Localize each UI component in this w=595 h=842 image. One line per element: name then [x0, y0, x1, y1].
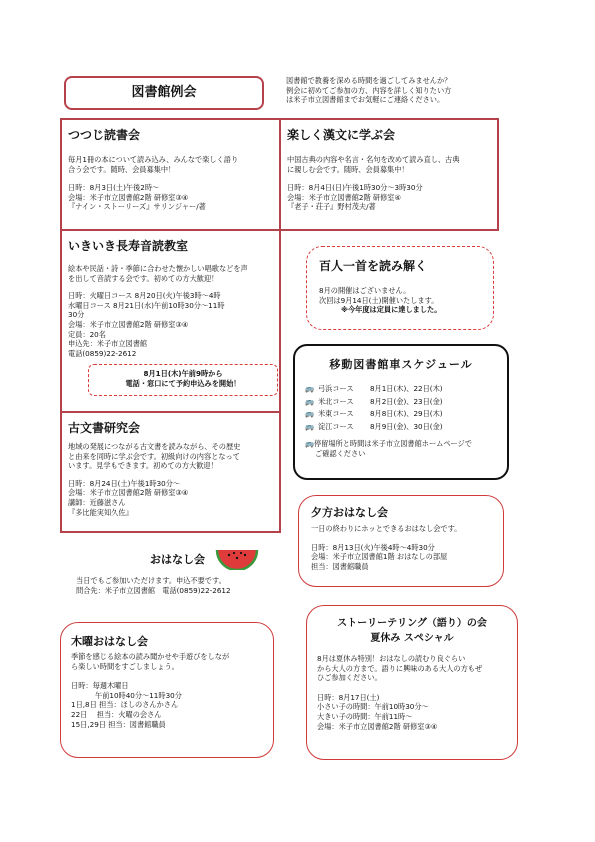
section-title: いきいき長寿音読教室	[68, 239, 189, 253]
event-venue: 会場：米子市立図書館2階 研修室③④	[68, 488, 189, 498]
bus-icon: 🚌	[305, 439, 314, 449]
event-venue: 会場：米子市立図書館2階 研修室③④	[68, 319, 189, 329]
note-line: 停留場所と時間は米子市立図書館ホームページで	[313, 439, 472, 449]
event-date: 水曜日コース 8月21日(水)午前10時30分～11時	[68, 300, 225, 310]
event-date: 日時：8月3日(土)午後2時～	[68, 183, 160, 193]
mobile-library-section	[293, 344, 509, 480]
event-date: 日時：火曜日コース 8月20日(火)午後3時～4時	[68, 291, 221, 301]
course-dates: 8月2日(金)、23日(金)	[369, 396, 443, 406]
bus-icon: 🚌	[305, 409, 314, 419]
event-venue: 会場：米子市立図書館2階 研修室③④	[68, 192, 189, 202]
schedule-row	[305, 409, 497, 419]
info-line: 問合先：米子市立図書館 電話(0859)22-2612	[76, 585, 231, 595]
course-name: 弓浜コース	[317, 384, 354, 393]
intro-text	[286, 76, 586, 105]
bus-icon: 🚌	[305, 396, 314, 406]
section-desc: 毎月1冊の本について読み込み、みんなで楽しく語り	[68, 155, 239, 164]
course-name: 米東コース	[317, 409, 354, 419]
schedule-row	[305, 397, 497, 407]
event-venue: 会場：米子市立図書館2階 研修室③④	[317, 721, 438, 731]
event-venue: 会場：米子市立図書館1階 おはなしの部屋	[311, 552, 448, 562]
thursday-story-section	[60, 622, 274, 758]
section-desc: ら楽しい時間をすごしましょう。	[71, 661, 179, 671]
event-time: 小さい子の時間：午前10時30分～	[317, 702, 429, 712]
note-line: ご確認ください	[315, 448, 366, 458]
bus-icon: 🚌	[305, 421, 314, 431]
evening-story-section	[298, 495, 504, 587]
event-book: 『ナイン・ストーリーズ』サリンジャー/著	[68, 202, 206, 212]
section-desc: 中国古典の内容や名言・名句を改めて読み直し、古典	[287, 155, 460, 164]
section-desc: 地域の発展につながる古文書を読みながら、その歴史	[68, 442, 241, 451]
schedule-note	[305, 439, 497, 458]
intro-line: 例会に初めてご参加の方、内容を詳しく知りたい方	[286, 85, 452, 95]
course-name: 淀江コース	[317, 421, 354, 431]
page-title: 図書館例会	[131, 85, 197, 100]
notice-line: 8月の開催はございません。	[319, 286, 411, 295]
storytime-info	[76, 576, 296, 595]
event-phone: 電話(0859)22-2612	[68, 348, 137, 358]
staff-row: 1日,8日 担当：ほしのさんかさん	[71, 700, 179, 710]
section-title: 移動図書館車スケジュール	[329, 358, 473, 371]
section-title: おはなし会	[150, 553, 205, 566]
event-venue: 会場：米子市立図書館2階 研修室④	[287, 192, 401, 202]
schedule-row	[305, 384, 497, 394]
section-title: 木曜おはなし会	[71, 635, 148, 648]
section-title: 百人一首を読み解く	[319, 259, 428, 273]
hyakunin-section	[306, 246, 494, 330]
section-desc: います。見学もできます。初めての方大歓迎！	[68, 461, 218, 471]
event-book: 『多比能実知久佐』	[68, 507, 133, 517]
ikiiki-section	[60, 229, 281, 413]
section-title: ストーリーテリング（語り）の会	[337, 618, 487, 629]
course-name: 米北コース	[317, 396, 354, 406]
event-date: 日時：8月24日(土)午後1時30分～	[68, 478, 181, 488]
komonjo-section	[60, 411, 281, 533]
page-title-box	[64, 76, 264, 110]
section-title: つつじ読書会	[68, 128, 141, 142]
course-dates: 8月9日(金)、30日(金)	[369, 421, 443, 431]
section-desc: と由来を同時に学ぶ会です。初級向けの内容となって	[68, 451, 240, 461]
event-date: 日時：8月4日(日)午後1時30分～3時30分	[287, 183, 423, 193]
staff-row: 22日 担当：火曜の会さん	[71, 709, 162, 719]
notice-line: 8月1日(木)午前9時から	[143, 369, 223, 379]
event-capacity: 定員：20名	[68, 329, 106, 339]
section-subtitle: 夏休み スペシャル	[370, 633, 454, 644]
storytelling-section	[306, 605, 518, 760]
section-title: 楽しく漢文に学ぶ会	[287, 128, 396, 142]
section-title: 古文書研究会	[68, 421, 141, 435]
section-desc: 8月は夏休み特別！おはなしの読むり良ぐらい	[317, 654, 466, 663]
notice-line: 次回は9月14日(土)開催いたします。	[319, 295, 439, 305]
event-staff: 担当：図書館職員	[311, 561, 369, 571]
course-dates: 8月8日(木)、29日(木)	[369, 409, 443, 419]
event-date: 30分	[68, 310, 85, 320]
storytime-heading	[150, 548, 259, 570]
tsutsuji-section	[60, 118, 281, 231]
section-desc: に親しむ会です。随時、会員募集中！	[287, 164, 409, 174]
course-dates: 8月1日(木)、22日(木)	[369, 384, 443, 393]
section-desc: ひご参加ください。	[317, 673, 382, 683]
notice-line: ※今年度は定員に達しました。	[341, 305, 442, 315]
intro-line: は米子市立図書館までお気軽にご連絡ください。	[286, 95, 445, 105]
event-time: 大きい子の時間：午前11時～	[317, 711, 413, 721]
notice-line: 電話・窓口にて予約申込みを開始！	[125, 378, 241, 388]
event-date: 日時：8月17日(土)	[317, 692, 380, 702]
event-date: 日時：8月13日(火)午後4時～4時30分	[311, 542, 435, 552]
section-desc: 季節を感じる絵本の読み聞かせや手遊びをしなが	[71, 652, 230, 661]
bus-icon: 🚌	[305, 384, 314, 393]
event-date: 日時：毎週木曜日	[71, 681, 129, 691]
event-lecturer: 講師：近藤滋さん	[68, 497, 126, 507]
reservation-notice	[88, 364, 278, 396]
intro-line: 図書館で教養を深める時間を過ごしてみませんか？	[286, 76, 452, 85]
event-book: 『老子・荘子』野村茂夫/著	[287, 202, 376, 212]
staff-row: 15日,29日 担当：図書館職員	[71, 719, 166, 729]
section-desc: 絵本や民話・詩・季節に合わせた懐かしい唱歌などを声	[68, 264, 248, 273]
event-apply: 申込先：米子市立図書館	[68, 339, 148, 349]
section-desc: 合う会です。随時、会員募集中！	[68, 164, 176, 174]
event-date: 午前10時40分～11時30分	[95, 690, 182, 700]
section-title: 夕方おはなし会	[311, 506, 388, 519]
watermelon-icon	[215, 548, 259, 570]
section-desc: 一日の終わりにホッとできるおはなし会です。	[311, 524, 462, 533]
section-desc: から大人の方まで。語りに興味のある大人の方もぜ	[317, 663, 483, 673]
info-line: 当日でもご参加いただけます。申込不要です。	[76, 576, 226, 585]
kanbun-section	[279, 118, 499, 231]
schedule-row	[305, 422, 497, 432]
section-desc: を出して音読する会です。初めての方大歓迎！	[68, 273, 219, 283]
